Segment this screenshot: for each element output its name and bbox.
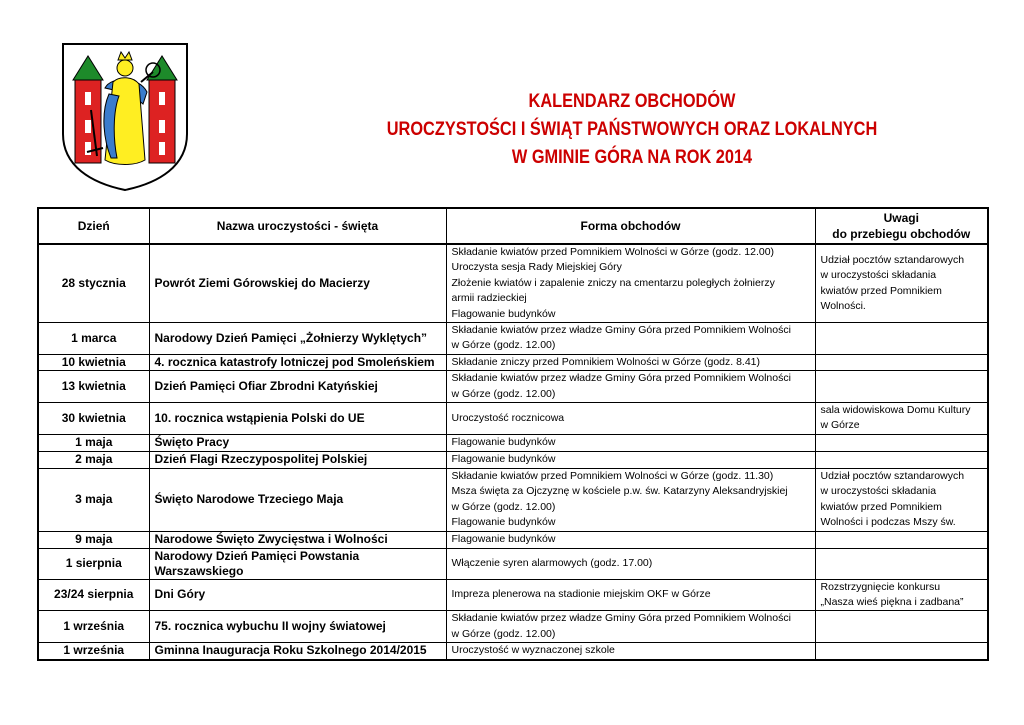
form-line: w Górze (godz. 12.00) — [451, 500, 556, 513]
cell-form — [446, 323, 815, 355]
cell-form — [446, 643, 815, 660]
form-line: armii radzieckiej — [451, 292, 527, 305]
form-line: Składanie kwiatów przez władze Gminy Góra przed Pomnikiem Wolności — [451, 372, 791, 385]
cell-notes — [815, 371, 988, 403]
cell-notes — [815, 468, 988, 531]
notes-line: w uroczystości składania — [820, 485, 937, 498]
cell-notes — [815, 403, 988, 435]
celebrations-table — [37, 207, 989, 661]
cell-name: 75. rocznica wybuchu II wojny światowej — [149, 611, 446, 643]
cell-name: Gminna Inauguracja Roku Szkolnego 2014/2015 — [149, 643, 446, 660]
cell-day: 9 maja — [38, 531, 149, 548]
cell-notes — [815, 323, 988, 355]
notes-line: Wolności i podczas Mszy św. — [820, 516, 956, 529]
cell-name: Narodowe Święto Zwycięstwa i Wolności — [149, 531, 446, 548]
form-line: Flagowanie budynków — [451, 532, 556, 545]
form-line: w Górze (godz. 12.00) — [451, 339, 556, 352]
cell-name: Powrót Ziemi Górowskiej do Macierzy — [149, 244, 446, 323]
cell-day: 13 kwietnia — [38, 371, 149, 403]
table-row — [38, 354, 988, 370]
cell-day: 1 marca — [38, 323, 149, 355]
cell-form — [446, 531, 815, 548]
form-line: Impreza plenerowa na stadionie miejskim OKF w Górze — [451, 588, 711, 601]
form-line: Składanie zniczy przed Pomnikiem Wolności w Górze (godz. 8.41) — [451, 355, 761, 368]
notes-header-line: Uwagi — [883, 211, 919, 225]
cell-name: Dzień Pamięci Ofiar Zbrodni Katyńskiej — [149, 371, 446, 403]
notes-line: kwiatów przed Pomnikiem — [820, 500, 942, 513]
form-line: Msza święta za Ojczyznę w kościele p.w. św. Katarzyny Aleksandryjskiej — [451, 485, 788, 498]
table-row — [38, 434, 988, 451]
form-line: Uroczystość w wyznaczonej szkole — [451, 644, 615, 657]
cell-day: 10 kwietnia — [38, 354, 149, 370]
form-line: Uroczystość rocznicowa — [451, 411, 565, 424]
document-title — [295, 88, 969, 172]
title-line: KALENDARZ OBCHODÓW — [528, 91, 736, 112]
town-coat-of-arms — [61, 42, 189, 192]
cell-notes — [815, 548, 988, 579]
notes-line: w Górze — [820, 419, 860, 432]
cell-form — [446, 434, 815, 451]
table-row — [38, 643, 988, 660]
table-row — [38, 451, 988, 468]
cell-name: Święto Pracy — [149, 434, 446, 451]
name-line: Narodowy Dzień Pamięci Powstania — [154, 548, 360, 563]
cell-notes — [815, 451, 988, 468]
form-line: Flagowanie budynków — [451, 436, 556, 449]
cell-name: Święto Narodowe Trzeciego Maja — [149, 468, 446, 531]
table-row — [38, 579, 988, 611]
cell-notes — [815, 434, 988, 451]
table-row — [38, 244, 988, 323]
cell-notes — [815, 579, 988, 611]
table-row — [38, 531, 988, 548]
form-line: Złożenie kwiatów i zapalenie zniczy na cmentarzu poległych żołnierzy — [451, 276, 775, 289]
cell-name: Dni Góry — [149, 579, 446, 611]
cell-day: 28 stycznia — [38, 244, 149, 323]
notes-line: kwiatów przed Pomnikiem — [820, 284, 942, 297]
form-line: Uroczysta sesja Rady Miejskiej Góry — [451, 261, 622, 274]
cell-day: 1 sierpnia — [38, 548, 149, 579]
cell-notes — [815, 643, 988, 660]
cell-day: 3 maja — [38, 468, 149, 531]
cell-name: Dzień Flagi Rzeczypospolitej Polskiej — [149, 451, 446, 468]
form-line: Składanie kwiatów przed Pomnikiem Wolności w Górze (godz. 11.30) — [451, 469, 774, 482]
table-header-row — [38, 208, 988, 244]
form-line: Składanie kwiatów przez władze Gminy Góra przed Pomnikiem Wolności — [451, 324, 791, 337]
notes-line: w uroczystości składania — [820, 269, 937, 282]
form-line: Flagowanie budynków — [451, 516, 556, 529]
cell-form — [446, 548, 815, 579]
column-header-notes — [815, 208, 988, 244]
form-line: Flagowanie budynków — [451, 307, 556, 320]
form-line: Składanie kwiatów przed Pomnikiem Wolności w Górze (godz. 12.00) — [451, 246, 775, 258]
cell-form — [446, 354, 815, 370]
table-row — [38, 403, 988, 435]
cell-name: Narodowy Dzień Pamięci „Żołnierzy Wyklętych” — [149, 323, 446, 355]
cell-form — [446, 403, 815, 435]
notes-line: Udział pocztów sztandarowych — [820, 253, 965, 266]
title-line: W GMINIE GÓRA NA ROK 2014 — [511, 147, 753, 168]
notes-line: „Nasza wieś piękna i zadbana” — [820, 595, 964, 608]
notes-line: sala widowiskowa Domu Kultury — [820, 404, 971, 417]
form-line: Składanie kwiatów przez władze Gminy Góra przed Pomnikiem Wolności — [451, 612, 791, 625]
cell-form — [446, 611, 815, 643]
notes-line: Udział pocztów sztandarowych — [820, 469, 965, 482]
cell-name: 10. rocznica wstąpienia Polski do UE — [149, 403, 446, 435]
cell-day: 2 maja — [38, 451, 149, 468]
table-row — [38, 548, 988, 579]
cell-notes — [815, 611, 988, 643]
cell-notes — [815, 354, 988, 370]
form-line: w Górze (godz. 12.00) — [451, 627, 556, 640]
table-row — [38, 611, 988, 643]
cell-day: 1 września — [38, 643, 149, 660]
cell-day: 1 września — [38, 611, 149, 643]
column-header-day: Dzień — [38, 208, 149, 244]
cell-day: 30 kwietnia — [38, 403, 149, 435]
cell-form — [446, 244, 815, 323]
cell-day: 23/24 sierpnia — [38, 579, 149, 611]
cell-form — [446, 371, 815, 403]
notes-line: Rozstrzygnięcie konkursu — [820, 580, 941, 593]
cell-name: 4. rocznica katastrofy lotniczej pod Smoleńskiem — [149, 354, 446, 370]
form-line: Włączenie syren alarmowych (godz. 17.00) — [451, 556, 653, 569]
column-header-form: Forma obchodów — [446, 208, 815, 244]
name-line: Warszawskiego — [154, 563, 244, 578]
form-line: w Górze (godz. 12.00) — [451, 387, 556, 400]
cell-notes — [815, 244, 988, 323]
form-line: Flagowanie budynków — [451, 453, 556, 466]
title-line: UROCZYSTOŚCI I ŚWIĄT PAŃSTWOWYCH ORAZ LOKALNYCH — [386, 119, 878, 140]
table-row — [38, 371, 988, 403]
notes-line: Wolności. — [820, 299, 866, 312]
column-header-name: Nazwa uroczystości - święta — [149, 208, 446, 244]
cell-name — [149, 548, 446, 579]
cell-day: 1 maja — [38, 434, 149, 451]
table-row — [38, 323, 988, 355]
cell-form — [446, 451, 815, 468]
notes-header-line: do przebiegu obchodów — [832, 227, 971, 241]
left-tower — [73, 56, 103, 163]
cell-form — [446, 579, 815, 611]
cell-form — [446, 468, 815, 531]
cell-notes — [815, 531, 988, 548]
table-row — [38, 468, 988, 531]
